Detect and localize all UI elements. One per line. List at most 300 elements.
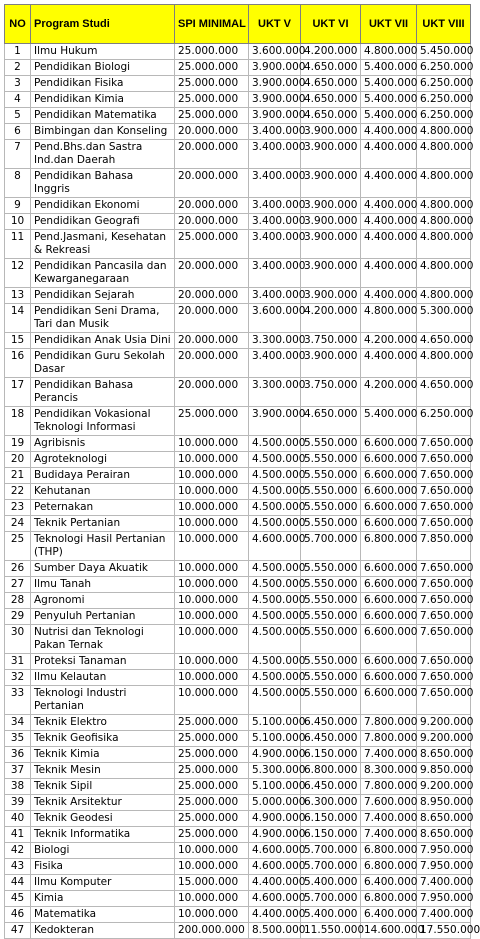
- table-row: [5, 198, 471, 214]
- program-studi-cell: Pendidikan Matematika: [31, 108, 175, 124]
- ukt-vi-cell: 3.900.000: [301, 230, 361, 259]
- program-studi-cell: Pendidikan Biologi: [31, 60, 175, 76]
- row-number: 38: [5, 779, 31, 795]
- spi-minimal-cell: 20.000.000: [175, 333, 249, 349]
- spi-minimal-cell: 10.000.000: [175, 670, 249, 686]
- ukt-vii-cell: 6.600.000: [361, 654, 417, 670]
- table-row: [5, 76, 471, 92]
- spi-minimal-cell: 25.000.000: [175, 230, 249, 259]
- table-row: [5, 288, 471, 304]
- row-number: 21: [5, 468, 31, 484]
- ukt-vii-cell: 7.400.000: [361, 747, 417, 763]
- row-number: 29: [5, 609, 31, 625]
- ukt-vi-cell: 5.550.000: [301, 625, 361, 654]
- program-studi-cell: Pendidikan Sejarah: [31, 288, 175, 304]
- ukt-v-cell: 4.500.000: [249, 561, 301, 577]
- table-row: [5, 259, 471, 288]
- spi-minimal-cell: 20.000.000: [175, 349, 249, 378]
- program-studi-cell: Pendidikan Seni Drama, Tari dan Musik: [31, 304, 175, 333]
- ukt-viii-cell: 9.850.000: [417, 763, 471, 779]
- ukt-viii-cell: 7.650.000: [417, 484, 471, 500]
- ukt-vii-cell: 6.600.000: [361, 516, 417, 532]
- spi-minimal-cell: 20.000.000: [175, 288, 249, 304]
- ukt-v-cell: 4.500.000: [249, 484, 301, 500]
- ukt-vi-cell: 3.750.000: [301, 378, 361, 407]
- ukt-vi-cell: 11.550.000: [301, 923, 361, 939]
- program-studi-cell: Pendidikan Guru Sekolah Dasar: [31, 349, 175, 378]
- ukt-vi-cell: 5.700.000: [301, 532, 361, 561]
- ukt-v-cell: 4.500.000: [249, 516, 301, 532]
- row-number: 7: [5, 140, 31, 169]
- ukt-vi-cell: 5.550.000: [301, 670, 361, 686]
- row-number: 5: [5, 108, 31, 124]
- ukt-vi-cell: 5.550.000: [301, 436, 361, 452]
- ukt-viii-cell: 7.650.000: [417, 670, 471, 686]
- spi-minimal-cell: 25.000.000: [175, 827, 249, 843]
- row-number: 17: [5, 378, 31, 407]
- program-studi-cell: Teknik Arsitektur: [31, 795, 175, 811]
- program-studi-cell: Pendidikan Bahasa Perancis: [31, 378, 175, 407]
- ukt-viii-cell: 4.800.000: [417, 140, 471, 169]
- program-studi-cell: Teknik Geofisika: [31, 731, 175, 747]
- ukt-vii-cell: 4.400.000: [361, 349, 417, 378]
- ukt-vi-cell: 6.300.000: [301, 795, 361, 811]
- spi-minimal-cell: 10.000.000: [175, 625, 249, 654]
- ukt-vii-cell: 7.800.000: [361, 715, 417, 731]
- ukt-vi-cell: 4.200.000: [301, 44, 361, 60]
- row-number: 2: [5, 60, 31, 76]
- row-number: 27: [5, 577, 31, 593]
- spi-minimal-cell: 20.000.000: [175, 140, 249, 169]
- spi-minimal-cell: 25.000.000: [175, 747, 249, 763]
- row-number: 11: [5, 230, 31, 259]
- ukt-vii-cell: 6.600.000: [361, 686, 417, 715]
- table-row: [5, 407, 471, 436]
- ukt-vii-cell: 4.200.000: [361, 378, 417, 407]
- ukt-v-cell: 3.900.000: [249, 407, 301, 436]
- program-studi-cell: Pendidikan Ekonomi: [31, 198, 175, 214]
- program-studi-cell: Pendidikan Geografi: [31, 214, 175, 230]
- table-row: [5, 907, 471, 923]
- header-ukt-viii: UKT VIII: [417, 5, 471, 44]
- table-row: [5, 715, 471, 731]
- table-row: [5, 349, 471, 378]
- program-studi-cell: Matematika: [31, 907, 175, 923]
- ukt-vii-cell: 6.600.000: [361, 593, 417, 609]
- ukt-vii-cell: 7.400.000: [361, 811, 417, 827]
- ukt-vi-cell: 4.650.000: [301, 407, 361, 436]
- row-number: 20: [5, 452, 31, 468]
- ukt-vi-cell: 3.900.000: [301, 140, 361, 169]
- ukt-vii-cell: 5.400.000: [361, 60, 417, 76]
- ukt-v-cell: 4.500.000: [249, 468, 301, 484]
- ukt-v-cell: 4.900.000: [249, 827, 301, 843]
- ukt-v-cell: 4.400.000: [249, 875, 301, 891]
- program-studi-cell: Kedokteran: [31, 923, 175, 939]
- program-studi-cell: Agribisnis: [31, 436, 175, 452]
- ukt-viii-cell: 4.800.000: [417, 349, 471, 378]
- ukt-vii-cell: 6.600.000: [361, 609, 417, 625]
- ukt-v-cell: 5.100.000: [249, 779, 301, 795]
- row-number: 6: [5, 124, 31, 140]
- fee-table-container: [4, 4, 480, 939]
- table-row: [5, 452, 471, 468]
- ukt-v-cell: 3.400.000: [249, 169, 301, 198]
- spi-minimal-cell: 25.000.000: [175, 811, 249, 827]
- table-row: [5, 763, 471, 779]
- ukt-v-cell: 4.500.000: [249, 625, 301, 654]
- ukt-viii-cell: 7.650.000: [417, 561, 471, 577]
- spi-minimal-cell: 10.000.000: [175, 452, 249, 468]
- spi-minimal-cell: 20.000.000: [175, 259, 249, 288]
- row-number: 16: [5, 349, 31, 378]
- program-studi-cell: Teknologi Hasil Pertanian (THP): [31, 532, 175, 561]
- ukt-viii-cell: 7.950.000: [417, 859, 471, 875]
- ukt-v-cell: 4.500.000: [249, 609, 301, 625]
- row-number: 3: [5, 76, 31, 92]
- spi-minimal-cell: 10.000.000: [175, 859, 249, 875]
- program-studi-cell: Teknik Kimia: [31, 747, 175, 763]
- ukt-v-cell: 4.500.000: [249, 500, 301, 516]
- ukt-v-cell: 3.400.000: [249, 349, 301, 378]
- row-number: 22: [5, 484, 31, 500]
- ukt-vii-cell: 6.600.000: [361, 625, 417, 654]
- ukt-viii-cell: 4.650.000: [417, 333, 471, 349]
- header-program-studi: Program Studi: [31, 5, 175, 44]
- spi-minimal-cell: 25.000.000: [175, 76, 249, 92]
- spi-minimal-cell: 200.000.000: [175, 923, 249, 939]
- ukt-vii-cell: 4.800.000: [361, 44, 417, 60]
- spi-minimal-cell: 10.000.000: [175, 500, 249, 516]
- row-number: 46: [5, 907, 31, 923]
- ukt-vi-cell: 4.650.000: [301, 60, 361, 76]
- program-studi-cell: Pendidikan Anak Usia Dini: [31, 333, 175, 349]
- ukt-viii-cell: 7.650.000: [417, 436, 471, 452]
- table-body: [5, 44, 480, 939]
- table-row: [5, 827, 471, 843]
- spi-minimal-cell: 10.000.000: [175, 907, 249, 923]
- ukt-vii-cell: 5.400.000: [361, 92, 417, 108]
- ukt-vii-cell: 4.800.000: [361, 304, 417, 333]
- ukt-vii-cell: 7.800.000: [361, 779, 417, 795]
- ukt-v-cell: 3.900.000: [249, 60, 301, 76]
- program-studi-cell: Nutrisi dan Teknologi Pakan Ternak: [31, 625, 175, 654]
- ukt-v-cell: 5.300.000: [249, 763, 301, 779]
- program-studi-cell: Pend.Bhs.dan Sastra Ind.dan Daerah: [31, 140, 175, 169]
- spi-minimal-cell: 10.000.000: [175, 468, 249, 484]
- program-studi-cell: Sumber Daya Akuatik: [31, 561, 175, 577]
- program-studi-cell: Pend.Jasmani, Kesehatan & Rekreasi: [31, 230, 175, 259]
- header-ukt-v: UKT V: [249, 5, 301, 44]
- table-row: [5, 108, 471, 124]
- row-number: 32: [5, 670, 31, 686]
- table-row: [5, 779, 471, 795]
- ukt-v-cell: 4.500.000: [249, 436, 301, 452]
- header-row: [5, 5, 471, 44]
- ukt-viii-cell: 7.950.000: [417, 843, 471, 859]
- row-number: 47: [5, 923, 31, 939]
- row-number: 35: [5, 731, 31, 747]
- ukt-vi-cell: 3.900.000: [301, 259, 361, 288]
- ukt-v-cell: 3.900.000: [249, 108, 301, 124]
- ukt-vii-cell: 6.800.000: [361, 532, 417, 561]
- ukt-vi-cell: 3.900.000: [301, 288, 361, 304]
- row-number: 25: [5, 532, 31, 561]
- ukt-vii-cell: 6.600.000: [361, 452, 417, 468]
- ukt-viii-cell: 8.650.000: [417, 811, 471, 827]
- ukt-vii-cell: 14.600.000: [361, 923, 417, 939]
- table-row: [5, 468, 471, 484]
- program-studi-cell: Ilmu Hukum: [31, 44, 175, 60]
- ukt-vi-cell: 5.700.000: [301, 891, 361, 907]
- row-number: 15: [5, 333, 31, 349]
- ukt-vii-cell: 6.600.000: [361, 577, 417, 593]
- ukt-vi-cell: 3.900.000: [301, 214, 361, 230]
- ukt-vii-cell: 5.400.000: [361, 407, 417, 436]
- table-row: [5, 304, 471, 333]
- row-number: 18: [5, 407, 31, 436]
- ukt-v-cell: 4.600.000: [249, 859, 301, 875]
- table-row: [5, 670, 471, 686]
- row-number: 31: [5, 654, 31, 670]
- ukt-vii-cell: 6.600.000: [361, 500, 417, 516]
- ukt-vii-cell: 4.400.000: [361, 124, 417, 140]
- row-number: 34: [5, 715, 31, 731]
- ukt-v-cell: 4.500.000: [249, 670, 301, 686]
- ukt-vi-cell: 5.550.000: [301, 686, 361, 715]
- spi-minimal-cell: 20.000.000: [175, 214, 249, 230]
- ukt-viii-cell: 7.650.000: [417, 468, 471, 484]
- ukt-vi-cell: 5.400.000: [301, 907, 361, 923]
- row-number: 19: [5, 436, 31, 452]
- ukt-v-cell: 4.500.000: [249, 452, 301, 468]
- ukt-viii-cell: 9.200.000: [417, 715, 471, 731]
- program-studi-cell: Teknik Geodesi: [31, 811, 175, 827]
- table-row: [5, 859, 471, 875]
- ukt-v-cell: 5.100.000: [249, 731, 301, 747]
- program-studi-cell: Bimbingan dan Konseling: [31, 124, 175, 140]
- ukt-vi-cell: 6.450.000: [301, 779, 361, 795]
- table-row: [5, 593, 471, 609]
- spi-minimal-cell: 10.000.000: [175, 516, 249, 532]
- ukt-viii-cell: 6.250.000: [417, 407, 471, 436]
- row-number: 39: [5, 795, 31, 811]
- ukt-vi-cell: 6.450.000: [301, 731, 361, 747]
- ukt-vii-cell: 6.400.000: [361, 875, 417, 891]
- fee-table: [4, 4, 480, 939]
- ukt-viii-cell: 8.950.000: [417, 795, 471, 811]
- spi-minimal-cell: 25.000.000: [175, 779, 249, 795]
- table-row: [5, 484, 471, 500]
- spi-minimal-cell: 20.000.000: [175, 169, 249, 198]
- header-ukt-vii: UKT VII: [361, 5, 417, 44]
- table-row: [5, 747, 471, 763]
- table-row: [5, 654, 471, 670]
- header-no: NO: [5, 5, 31, 44]
- ukt-viii-cell: 7.650.000: [417, 577, 471, 593]
- table-row: [5, 577, 471, 593]
- program-studi-cell: Teknologi Industri Pertanian: [31, 686, 175, 715]
- ukt-vi-cell: 4.650.000: [301, 76, 361, 92]
- ukt-viii-cell: 17.550.000: [417, 923, 471, 939]
- table-row: [5, 500, 471, 516]
- spi-minimal-cell: 25.000.000: [175, 92, 249, 108]
- ukt-v-cell: 3.900.000: [249, 92, 301, 108]
- ukt-v-cell: 3.400.000: [249, 198, 301, 214]
- row-number: 30: [5, 625, 31, 654]
- program-studi-cell: Kehutanan: [31, 484, 175, 500]
- spi-minimal-cell: 20.000.000: [175, 378, 249, 407]
- ukt-viii-cell: 9.200.000: [417, 779, 471, 795]
- row-number: 24: [5, 516, 31, 532]
- program-studi-cell: Teknik Mesin: [31, 763, 175, 779]
- ukt-vi-cell: 5.550.000: [301, 577, 361, 593]
- row-number: 36: [5, 747, 31, 763]
- ukt-viii-cell: 5.450.000: [417, 44, 471, 60]
- ukt-vi-cell: 5.550.000: [301, 484, 361, 500]
- ukt-v-cell: 4.900.000: [249, 811, 301, 827]
- program-studi-cell: Teknik Sipil: [31, 779, 175, 795]
- table-row: [5, 731, 471, 747]
- ukt-viii-cell: 7.650.000: [417, 654, 471, 670]
- spi-minimal-cell: 10.000.000: [175, 891, 249, 907]
- ukt-v-cell: 3.400.000: [249, 214, 301, 230]
- ukt-vii-cell: 7.400.000: [361, 827, 417, 843]
- table-row: [5, 795, 471, 811]
- ukt-v-cell: 3.400.000: [249, 124, 301, 140]
- table-row: [5, 516, 471, 532]
- table-row: [5, 811, 471, 827]
- spi-minimal-cell: 20.000.000: [175, 304, 249, 333]
- ukt-vi-cell: 6.450.000: [301, 715, 361, 731]
- ukt-viii-cell: 6.250.000: [417, 92, 471, 108]
- ukt-vi-cell: 5.550.000: [301, 516, 361, 532]
- row-number: 23: [5, 500, 31, 516]
- program-studi-cell: Ilmu Kelautan: [31, 670, 175, 686]
- spi-minimal-cell: 25.000.000: [175, 731, 249, 747]
- spi-minimal-cell: 10.000.000: [175, 532, 249, 561]
- ukt-vii-cell: 6.600.000: [361, 670, 417, 686]
- table-header: [5, 5, 471, 44]
- spi-minimal-cell: 25.000.000: [175, 60, 249, 76]
- ukt-vi-cell: 5.550.000: [301, 452, 361, 468]
- program-studi-cell: Pendidikan Kimia: [31, 92, 175, 108]
- ukt-vi-cell: 5.700.000: [301, 859, 361, 875]
- ukt-viii-cell: 4.800.000: [417, 259, 471, 288]
- row-number: 40: [5, 811, 31, 827]
- table-row: [5, 333, 471, 349]
- spi-minimal-cell: 10.000.000: [175, 686, 249, 715]
- ukt-vi-cell: 3.900.000: [301, 349, 361, 378]
- table-row: [5, 44, 471, 60]
- ukt-vi-cell: 6.150.000: [301, 747, 361, 763]
- ukt-viii-cell: 4.800.000: [417, 230, 471, 259]
- ukt-viii-cell: 4.800.000: [417, 198, 471, 214]
- table-row: [5, 169, 471, 198]
- table-row: [5, 214, 471, 230]
- program-studi-cell: Budidaya Perairan: [31, 468, 175, 484]
- ukt-vi-cell: 3.900.000: [301, 169, 361, 198]
- ukt-vii-cell: 6.600.000: [361, 484, 417, 500]
- ukt-v-cell: 3.400.000: [249, 140, 301, 169]
- row-number: 37: [5, 763, 31, 779]
- spi-minimal-cell: 10.000.000: [175, 577, 249, 593]
- row-number: 28: [5, 593, 31, 609]
- ukt-vii-cell: 6.800.000: [361, 843, 417, 859]
- ukt-vii-cell: 8.300.000: [361, 763, 417, 779]
- ukt-vii-cell: 4.400.000: [361, 230, 417, 259]
- ukt-viii-cell: 4.800.000: [417, 214, 471, 230]
- ukt-vi-cell: 4.650.000: [301, 108, 361, 124]
- table-row: [5, 875, 471, 891]
- program-studi-cell: Kimia: [31, 891, 175, 907]
- ukt-viii-cell: 4.650.000: [417, 378, 471, 407]
- ukt-viii-cell: 4.800.000: [417, 288, 471, 304]
- table-row: [5, 923, 471, 939]
- ukt-v-cell: 3.400.000: [249, 288, 301, 304]
- ukt-viii-cell: 7.850.000: [417, 532, 471, 561]
- spi-minimal-cell: 25.000.000: [175, 715, 249, 731]
- row-number: 10: [5, 214, 31, 230]
- row-number: 42: [5, 843, 31, 859]
- program-studi-cell: Pendidikan Fisika: [31, 76, 175, 92]
- ukt-v-cell: 3.300.000: [249, 333, 301, 349]
- table-row: [5, 843, 471, 859]
- ukt-v-cell: 4.600.000: [249, 891, 301, 907]
- ukt-vii-cell: 6.800.000: [361, 859, 417, 875]
- ukt-vi-cell: 6.800.000: [301, 763, 361, 779]
- ukt-vi-cell: 3.750.000: [301, 333, 361, 349]
- spi-minimal-cell: 10.000.000: [175, 593, 249, 609]
- program-studi-cell: Agroteknologi: [31, 452, 175, 468]
- program-studi-cell: Biologi: [31, 843, 175, 859]
- ukt-v-cell: 4.500.000: [249, 654, 301, 670]
- spi-minimal-cell: 25.000.000: [175, 108, 249, 124]
- ukt-v-cell: 3.400.000: [249, 230, 301, 259]
- program-studi-cell: Fisika: [31, 859, 175, 875]
- ukt-v-cell: 8.500.000: [249, 923, 301, 939]
- ukt-viii-cell: 6.250.000: [417, 60, 471, 76]
- header-spi-minimal: SPI MINIMAL: [175, 5, 249, 44]
- ukt-vii-cell: 5.400.000: [361, 108, 417, 124]
- ukt-vii-cell: 4.400.000: [361, 198, 417, 214]
- spi-minimal-cell: 20.000.000: [175, 198, 249, 214]
- ukt-v-cell: 3.300.000: [249, 378, 301, 407]
- table-row: [5, 378, 471, 407]
- ukt-vi-cell: 6.150.000: [301, 827, 361, 843]
- ukt-vii-cell: 4.200.000: [361, 333, 417, 349]
- ukt-viii-cell: 7.650.000: [417, 609, 471, 625]
- table-row: [5, 609, 471, 625]
- header-ukt-vi: UKT VI: [301, 5, 361, 44]
- spi-minimal-cell: 20.000.000: [175, 124, 249, 140]
- ukt-vii-cell: 5.400.000: [361, 76, 417, 92]
- spi-minimal-cell: 25.000.000: [175, 795, 249, 811]
- ukt-v-cell: 4.600.000: [249, 532, 301, 561]
- program-studi-cell: Penyuluh Pertanian: [31, 609, 175, 625]
- row-number: 41: [5, 827, 31, 843]
- spi-minimal-cell: 25.000.000: [175, 44, 249, 60]
- row-number: 4: [5, 92, 31, 108]
- table-row: [5, 891, 471, 907]
- row-number: 14: [5, 304, 31, 333]
- ukt-vi-cell: 5.550.000: [301, 654, 361, 670]
- row-number: 1: [5, 44, 31, 60]
- ukt-vi-cell: 6.150.000: [301, 811, 361, 827]
- row-number: 33: [5, 686, 31, 715]
- ukt-viii-cell: 7.650.000: [417, 500, 471, 516]
- program-studi-cell: Proteksi Tanaman: [31, 654, 175, 670]
